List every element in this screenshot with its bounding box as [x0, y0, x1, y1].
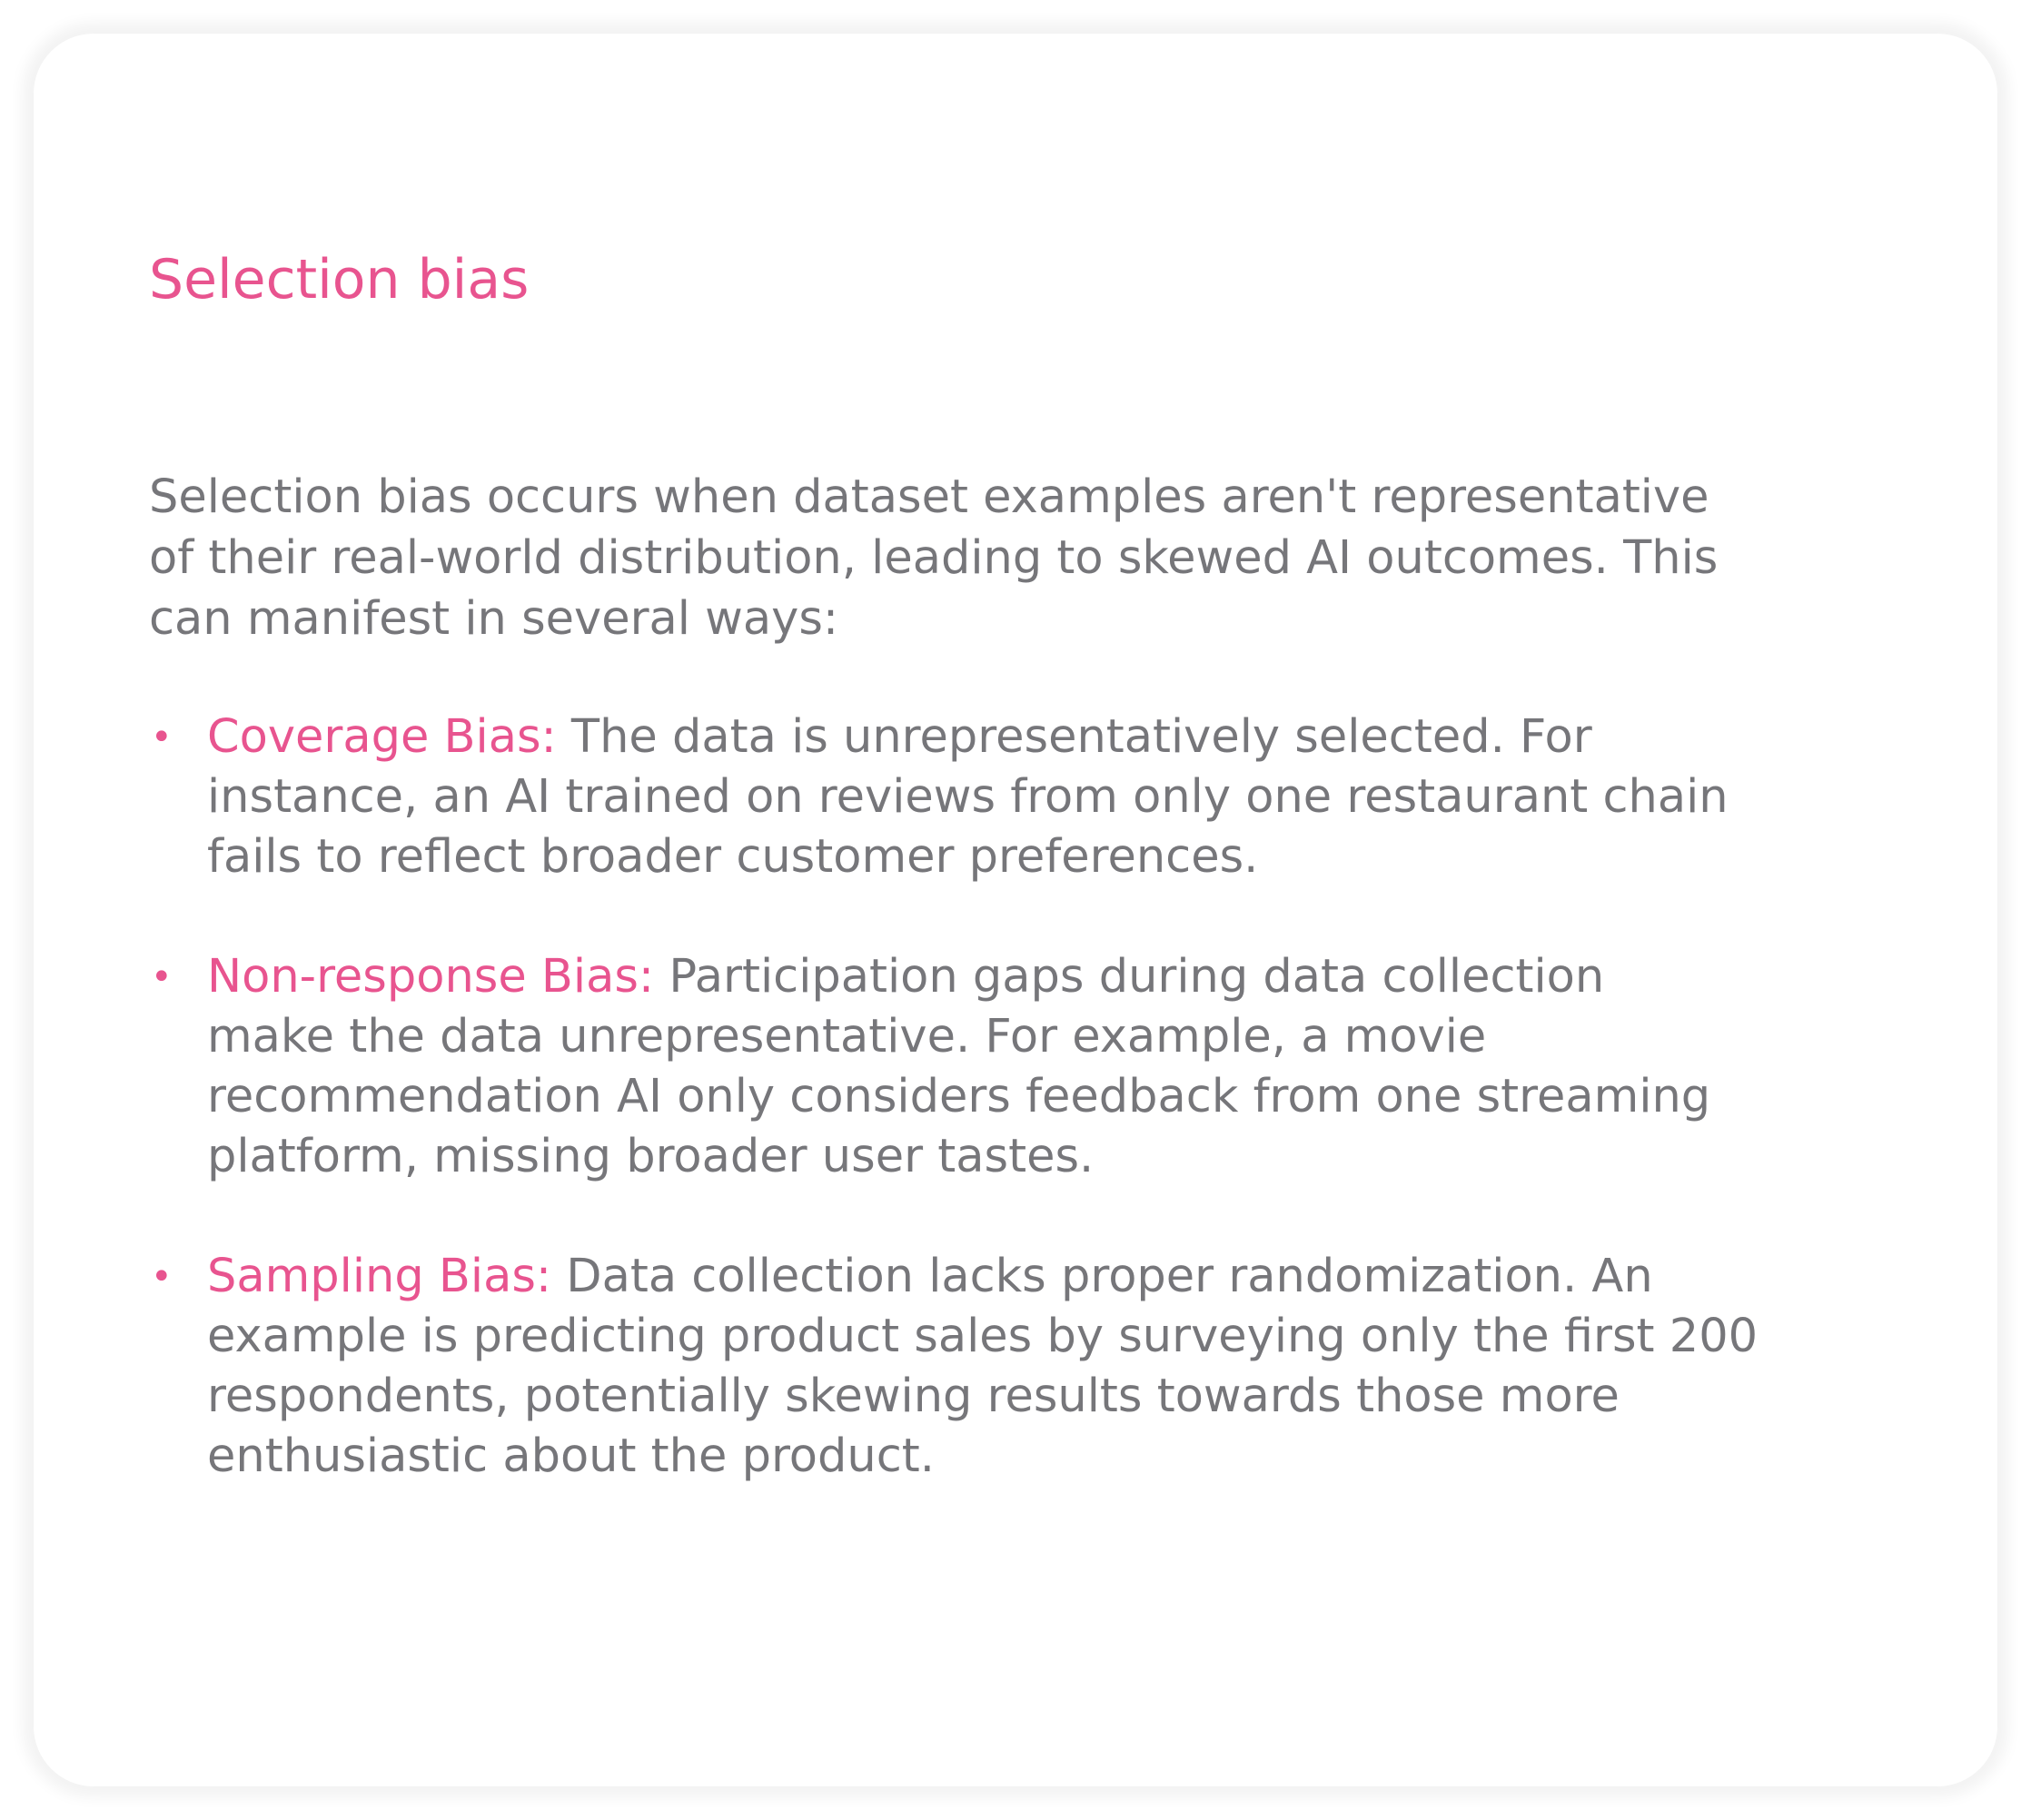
bullet-dot-icon: •	[151, 717, 173, 758]
intro-line: of their real-world distribution, leading to skewed AI outcomes. This	[149, 531, 1719, 585]
bullet-line	[207, 707, 1920, 767]
bullet-text: The data is unrepresentatively selected. For	[556, 710, 1592, 764]
list-item-non-response-bias	[149, 947, 1920, 1187]
bullet-text: Data collection lacks proper randomization. An	[551, 1250, 1653, 1303]
bullet-line: recommendation AI only considers feedback from one streaming	[207, 1070, 1711, 1123]
bullet-text: Participation gaps during data collection	[654, 950, 1605, 1004]
intro-line: can manifest in several ways:	[149, 592, 839, 646]
content-card	[34, 34, 1997, 1786]
bullet-dot-icon: •	[151, 956, 173, 998]
bullet-dot-icon: •	[151, 1256, 173, 1298]
bullet-term: Non-response Bias:	[207, 950, 655, 1004]
bullet-line	[207, 1247, 1920, 1307]
bullet-line: make the data unrepresentative. For example, a movie	[207, 1010, 1487, 1063]
card-title: Selection bias	[149, 248, 530, 312]
bias-types-list	[149, 707, 1920, 1547]
bullet-line: enthusiastic about the product.	[207, 1429, 935, 1483]
list-item-sampling-bias	[149, 1247, 1920, 1487]
bullet-line	[207, 947, 1920, 1007]
bullet-line: fails to reflect broader customer preferences.	[207, 830, 1259, 884]
bullet-line: platform, missing broader user tastes.	[207, 1130, 1095, 1183]
bullet-line: instance, an AI trained on reviews from only one restaurant chain	[207, 770, 1729, 824]
bullet-term: Coverage Bias:	[207, 710, 557, 764]
bullet-line: respondents, potentially skewing results towards those more	[207, 1370, 1620, 1423]
intro-paragraph	[149, 467, 1893, 649]
list-item-coverage-bias	[149, 707, 1920, 887]
bullet-term: Sampling Bias:	[207, 1250, 552, 1303]
intro-line: Selection bias occurs when dataset examples aren't representative	[149, 470, 1709, 524]
bullet-line: example is predicting product sales by surveying only the first 200	[207, 1310, 1759, 1363]
